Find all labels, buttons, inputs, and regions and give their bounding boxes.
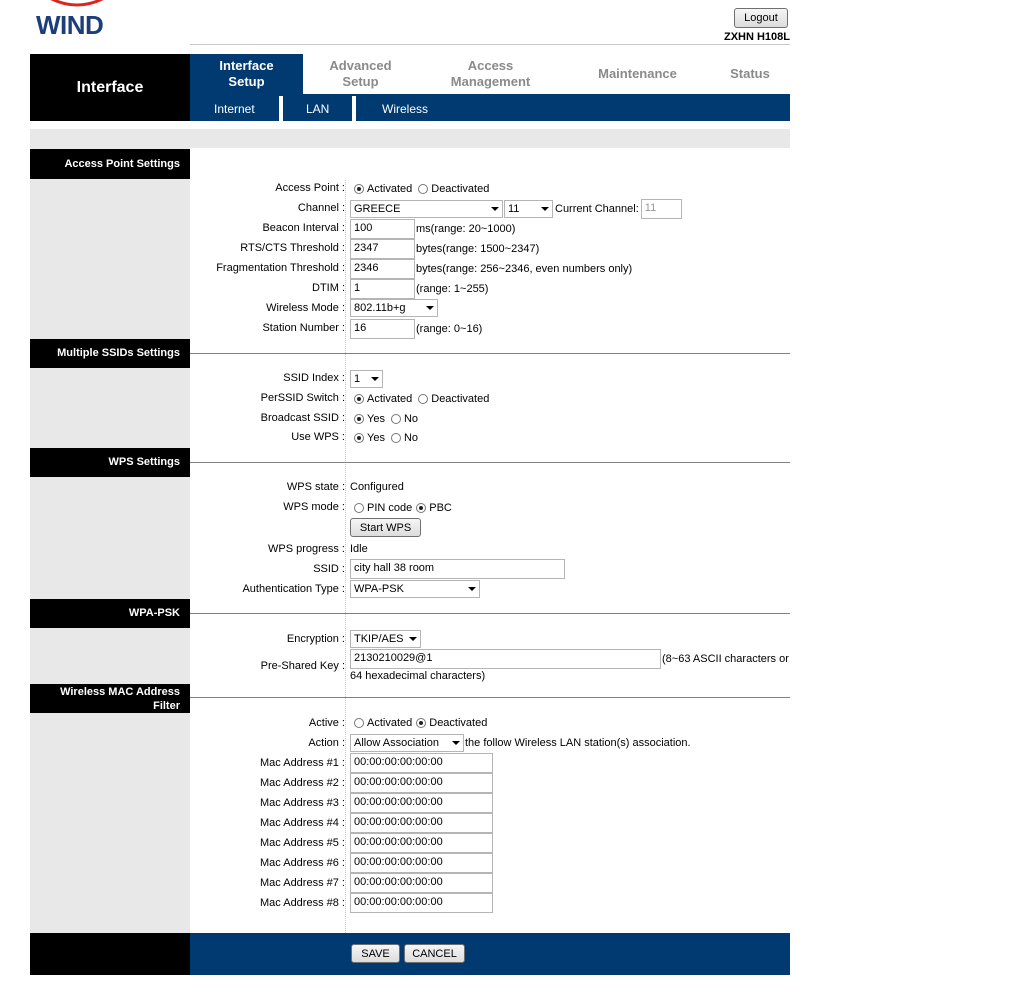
- use-wps-no-radio[interactable]: [391, 433, 401, 443]
- radio-label: Activated: [367, 393, 413, 405]
- wps-progress-label: WPS progress :: [267, 543, 345, 555]
- section-divider: [190, 353, 790, 354]
- dtim-label: DTIM :: [312, 282, 345, 294]
- fragmentation-threshold-input[interactable]: 2346: [350, 259, 415, 279]
- cancel-button[interactable]: CANCEL: [404, 944, 465, 963]
- wind-logo: [36, 0, 126, 44]
- beacon-interval-input[interactable]: 100: [350, 219, 415, 239]
- wps-state-label: WPS state :: [286, 481, 345, 493]
- logo-swoosh-icon: [42, 0, 112, 10]
- mac-activated-radio[interactable]: [354, 718, 364, 728]
- section-mac-filter: [30, 684, 190, 713]
- broadcast-no-radio[interactable]: [391, 414, 401, 424]
- section-multiple-ssids: Multiple SSIDs Settings: [30, 339, 190, 368]
- current-channel-label: Current Channel:: [555, 203, 639, 215]
- mac-address-label: Mac Address #1 :: [260, 757, 345, 769]
- mac-address-input-5[interactable]: 00:00:00:00:00:00: [350, 833, 493, 853]
- select-value: 802.11b+g: [354, 302, 406, 314]
- footer-left: [30, 933, 190, 975]
- broadcast-yes-radio[interactable]: [354, 414, 364, 424]
- encryption-select[interactable]: [350, 630, 421, 648]
- dtim-input[interactable]: 1: [350, 279, 415, 299]
- auth-type-label: Authentication Type :: [242, 583, 345, 595]
- tab-advanced-setup[interactable]: [303, 54, 418, 94]
- radio-label: PIN code: [367, 502, 413, 514]
- ssid-label: SSID :: [313, 563, 345, 575]
- section-wps: WPS Settings: [30, 448, 190, 477]
- rts-hint: bytes(range: 1500~2347): [416, 243, 540, 255]
- select-value: 11: [508, 203, 520, 215]
- section-title-line: Wireless MAC Address: [60, 686, 180, 698]
- mac-address-label: Mac Address #2 :: [260, 777, 345, 789]
- mac-address-input-4[interactable]: 00:00:00:00:00:00: [350, 813, 493, 833]
- mac-address-label: Mac Address #3 :: [260, 797, 345, 809]
- rts-threshold-input[interactable]: 2347: [350, 239, 415, 259]
- wps-mode-label: WPS mode :: [283, 501, 345, 513]
- save-button[interactable]: SAVE: [351, 944, 400, 963]
- tab-label: Setup: [342, 74, 379, 89]
- mac-address-input-2[interactable]: 00:00:00:00:00:00: [350, 773, 493, 793]
- section-divider: [190, 697, 790, 698]
- pre-shared-key-input[interactable]: 2130210029@1: [350, 649, 661, 669]
- wps-pbc-radio[interactable]: [416, 503, 426, 513]
- auth-type-select[interactable]: [350, 580, 480, 598]
- perssid-activated-radio[interactable]: [354, 394, 364, 404]
- logout-button[interactable]: Logout: [734, 8, 788, 28]
- radio-label: Yes: [367, 432, 385, 444]
- section-divider: [190, 613, 790, 614]
- radio-label: Activated: [367, 717, 413, 729]
- psk-label: Pre-Shared Key :: [260, 660, 345, 672]
- section-title-line: Filter: [153, 700, 180, 712]
- channel-label: Channel :: [297, 202, 345, 214]
- logo-text: WIND: [36, 10, 104, 40]
- wireless-mode-select[interactable]: [350, 299, 438, 317]
- footer-bar: [190, 933, 790, 975]
- main-nav: [190, 54, 790, 94]
- mac-address-label: Mac Address #4 :: [260, 817, 345, 829]
- mac-address-label: Mac Address #5 :: [260, 837, 345, 849]
- mac-address-input-8[interactable]: 00:00:00:00:00:00: [350, 893, 493, 913]
- tab-maintenance[interactable]: [580, 54, 695, 94]
- wps-progress-value: Idle: [350, 543, 368, 555]
- radio-label: PBC: [429, 502, 452, 514]
- mac-address-label: Mac Address #8 :: [260, 897, 345, 909]
- radio-label: Deactivated: [431, 183, 490, 195]
- frag-label: Fragmentation Threshold :: [216, 262, 345, 274]
- mac-action-hint: the follow Wireless LAN station(s) association.: [465, 737, 691, 749]
- start-wps-button[interactable]: Start WPS: [350, 518, 421, 537]
- sub-nav: [190, 94, 790, 121]
- channel-number-select[interactable]: [504, 200, 553, 218]
- chevron-down-icon: [452, 741, 460, 745]
- spacer-band: [30, 129, 790, 148]
- beacon-hint: ms(range: 20~1000): [416, 223, 516, 235]
- current-channel-field: 11: [641, 199, 682, 219]
- device-model: ZXHN H108L: [723, 31, 790, 43]
- radio-label: No: [403, 413, 419, 425]
- header-divider: [190, 44, 790, 45]
- tab-status[interactable]: [710, 54, 790, 94]
- chevron-down-icon: [491, 207, 499, 211]
- mac-action-select[interactable]: [350, 734, 464, 752]
- station-number-label: Station Number :: [262, 322, 345, 334]
- tab-interface-setup[interactable]: [190, 54, 303, 94]
- mac-active-label: Active :: [308, 717, 345, 729]
- psk-hint-line2: 64 hexadecimal characters): [350, 670, 486, 682]
- encryption-label: Encryption :: [286, 633, 345, 645]
- select-value: Allow Association: [354, 737, 439, 749]
- subtab-wireless[interactable]: Wireless: [382, 102, 429, 116]
- dtim-hint: (range: 1~255): [416, 283, 489, 295]
- radio-label: Yes: [367, 413, 385, 425]
- column-divider: [345, 180, 346, 933]
- mac-address-input-1[interactable]: 00:00:00:00:00:00: [350, 753, 493, 773]
- tab-label: Access: [467, 58, 514, 73]
- subtab-separator: [279, 96, 283, 121]
- subtab-separator: [352, 96, 356, 121]
- section-divider: [190, 462, 790, 463]
- channel-country-select[interactable]: [350, 200, 503, 218]
- wps-state-value: Configured: [350, 481, 404, 493]
- wps-pin-radio[interactable]: [354, 503, 364, 513]
- mac-action-label: Action :: [308, 737, 345, 749]
- mac-deactivated-radio[interactable]: [416, 718, 426, 728]
- radio-label: Activated: [367, 183, 413, 195]
- tab-label: Management: [450, 74, 531, 89]
- chevron-down-icon: [409, 637, 417, 641]
- mac-address-input-7[interactable]: 00:00:00:00:00:00: [350, 873, 493, 893]
- select-value: GREECE: [354, 203, 401, 215]
- rts-label: RTS/CTS Threshold :: [240, 242, 345, 254]
- use-wps-yes-radio[interactable]: [354, 433, 364, 443]
- ssid-input[interactable]: city hall 38 room: [350, 559, 565, 579]
- mac-address-label: Mac Address #7 :: [260, 877, 345, 889]
- frag-hint: bytes(range: 256~2346, even numbers only): [416, 263, 633, 275]
- tab-label: Status: [730, 66, 770, 81]
- chevron-down-icon: [541, 207, 549, 211]
- select-value: TKIP/AES: [354, 633, 404, 645]
- tab-label: Interface: [219, 58, 274, 73]
- psk-hint-line1: (8~63 ASCII characters or: [662, 653, 789, 665]
- wireless-mode-label: Wireless Mode :: [266, 302, 345, 314]
- radio-label: Deactivated: [431, 393, 490, 405]
- ap-deactivated-radio[interactable]: [418, 184, 428, 194]
- select-value: 1: [354, 373, 361, 385]
- subtab-lan[interactable]: LAN: [306, 102, 330, 116]
- broadcast-ssid-label: Broadcast SSID :: [260, 412, 345, 424]
- tab-label: Setup: [228, 74, 265, 89]
- mac-address-input-6[interactable]: 00:00:00:00:00:00: [350, 853, 493, 873]
- mac-address-label: Mac Address #6 :: [260, 857, 345, 869]
- tab-access-management[interactable]: [433, 54, 548, 94]
- chevron-down-icon: [468, 587, 476, 591]
- subtab-internet[interactable]: Internet: [214, 102, 255, 116]
- perssid-deactivated-radio[interactable]: [418, 394, 428, 404]
- tab-label: Advanced: [329, 58, 392, 73]
- station-number-input[interactable]: 16: [350, 319, 415, 339]
- ssid-index-label: SSID Index :: [283, 372, 345, 384]
- ssid-index-select[interactable]: [350, 370, 383, 388]
- select-value: WPA-PSK: [354, 583, 404, 595]
- use-wps-label: Use WPS :: [291, 431, 345, 443]
- radio-label: Deactivated: [429, 717, 488, 729]
- radio-label: No: [403, 432, 419, 444]
- section-access-point: Access Point Settings: [30, 149, 190, 179]
- mac-address-input-3[interactable]: 00:00:00:00:00:00: [350, 793, 493, 813]
- tab-label: Maintenance: [598, 66, 677, 81]
- ap-activated-radio[interactable]: [354, 184, 364, 194]
- beacon-label: Beacon Interval :: [262, 222, 345, 234]
- station-hint: (range: 0~16): [416, 323, 483, 335]
- perssid-switch-label: PerSSID Switch :: [260, 392, 345, 404]
- nav-section-title: Interface: [30, 54, 190, 121]
- access-point-label: Access Point :: [275, 182, 345, 194]
- chevron-down-icon: [426, 306, 434, 310]
- section-wpa-psk: WPA-PSK: [30, 599, 190, 628]
- chevron-down-icon: [371, 377, 379, 381]
